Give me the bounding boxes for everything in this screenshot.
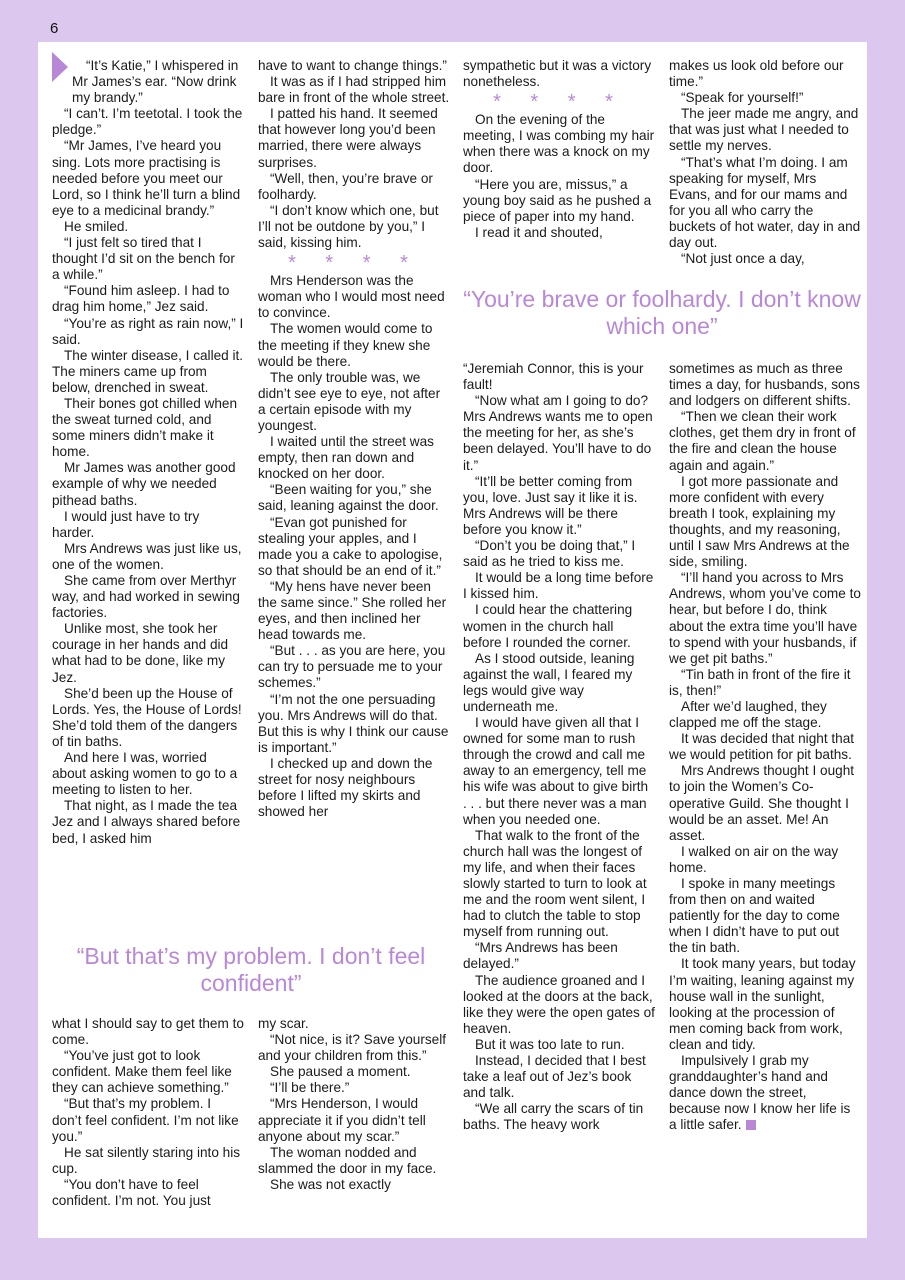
paragraph: He sat silently staring into his cup. (52, 1144, 241, 1176)
paragraph: The woman nodded and slammed the door in my face. (258, 1144, 437, 1176)
paragraph: It took many years, but today I’m waiting, leaning against my house wall in the sunlight, looking at the procession of men coming back from work, clean and tidy. (669, 956, 856, 1052)
paragraph: Impulsively I grab my granddaughter’s hand and dance down the street, because now I know her life is a little safer. (669, 1053, 851, 1133)
column-3-bottom (463, 361, 655, 1134)
paragraph: “I just felt so tired that I thought I’d sit on the bench for a while.” (52, 235, 235, 283)
paragraph: “I’ll be there.” (270, 1080, 350, 1096)
paragraph: makes us look old before our time.” (669, 58, 844, 90)
paragraph: Mrs Henderson was the woman who I would most need to convince. (258, 273, 445, 321)
paragraph: “Don’t you be doing that,” I said as he tried to kiss me. (463, 538, 636, 570)
paragraph: Their bones got chilled when the sweat turned cold, and some miners didn’t make it home. (52, 395, 238, 460)
section-break-asterisks: * * * * (288, 252, 420, 275)
paragraph: She came from over Merthyr way, and had worked in sewing factories. (52, 573, 240, 621)
paragraph: Mrs Andrews thought I ought to join the Women’s Co-operative Guild. She thought I would be an asset. Me! An asset. (669, 763, 855, 843)
paragraph: “It’s Katie,” I whispered in Mr James’s ear. “Now drink my brandy.” (72, 58, 239, 106)
paragraph: “Not nice, is it? Save yourself and your children from this.” (258, 1032, 447, 1064)
paragraph: I got more passionate and more confident with every breath I took, explaining my thoughts, and my reasoning, until I saw Mrs Andrews at the side, smiling. (669, 473, 850, 570)
paragraph: After we’d laughed, they clapped me off the stage. (669, 698, 827, 731)
paragraph: I could hear the chattering women in the church hall before I rounded the corner. (463, 602, 633, 650)
paragraph: “Evan got punished for stealing your apples, and I made you a cake to apologise, so that should be an end of it.” (258, 514, 443, 578)
paragraph: “Been waiting for you,” she said, leaning against the door. (258, 482, 439, 514)
column-4-top (669, 58, 861, 267)
paragraph: She’d been up the House of Lords. Yes, the House of Lords! She’d told them of the dangers of tin baths. (52, 685, 242, 749)
paragraph: I would have given all that I owned for some man to rush through the crowd and call me away to an emergency, tell me his wife was about to give birth . . . but there never was a man when you needed one. (463, 715, 649, 827)
paragraph: That walk to the front of the church hall was the longest of my life, and when their faces slowly started to turn to look at me and the room went silent, I had to clutch the table to stop myself from running out. (463, 827, 647, 940)
pull-quote-right: “You’re brave or foolhardy. I don’t know which one” (463, 286, 861, 339)
paragraph: But it was too late to run. (475, 1036, 625, 1052)
column-1-bottom (52, 1016, 244, 1209)
paragraph: “Mrs Andrews has been delayed.” (463, 940, 618, 972)
paragraph: sympathetic but it was a victory nonetheless. (463, 58, 652, 90)
paragraph: She was not exactly (270, 1176, 391, 1192)
paragraph: what I should say to get them to come. (52, 1016, 244, 1048)
paragraph: “We all carry the scars of tin baths. The heavy work (463, 1101, 644, 1133)
paragraph: “Tin bath in front of the fire it is, then!” (669, 666, 851, 698)
paragraph: I patted his hand. It seemed that however long you’d been married, there were always surprises. (258, 106, 438, 170)
paragraph: It would be a long time before I kissed him. (463, 570, 654, 602)
paragraph: “Mrs Henderson, I would appreciate it if you didn’t tell anyone about my scar.” (258, 1096, 426, 1144)
paragraph: It was as if I had stripped him bare in front of the whole street. (258, 74, 450, 106)
paragraph: I waited until the street was empty, then ran down and knocked on her door. (258, 434, 434, 482)
column-1-top (52, 58, 244, 847)
paragraph: “Then we clean their work clothes, get them dry in front of the fire and clean the house again and again.” (669, 409, 856, 473)
paragraph: The only trouble was, we didn’t see eye to eye, not after a certain episode with my youngest. (258, 369, 441, 433)
paragraph: “Well, then, you’re brave or foolhardy. (258, 170, 433, 202)
column-2-top (258, 58, 450, 820)
paragraph: I would just have to try harder. (52, 508, 200, 540)
paragraph: He smiled. (64, 218, 129, 234)
paragraph: On the evening of the meeting, I was combing my hair when there was a knock on my door. (463, 112, 655, 176)
paragraph: Mr James was another good example of why we needed pithead baths. (52, 460, 236, 508)
paragraph: “That’s what I’m doing. I am speaking for myself, Mrs Evans, and for our mams and for you all who carry the buckets of hot water, day in and day out. (669, 154, 861, 251)
paragraph: “My hens have never been the same since.” She rolled her eyes, and then inclined her head towards me. (258, 578, 447, 643)
paragraph: “You’ve just got to look confident. Make them feel like they can achieve something.” (52, 1048, 232, 1096)
paragraph: That night, as I made the tea Jez and I always shared before bed, I asked him (52, 798, 241, 846)
paragraph: The jeer made me angry, and that was just what I needed to settle my nerves. (669, 106, 859, 154)
paragraph: “Speak for yourself!” (681, 90, 804, 106)
paragraph: I checked up and down the street for nosy neighbours before I lifted my skirts and showed her (258, 755, 433, 820)
paragraph: I walked on air on the way home. (669, 843, 839, 875)
paragraph: “I can’t. I’m teetotal. I took the pledge.” (52, 106, 243, 138)
paragraph: “But that’s my problem. I don’t feel confident. I’m not like you.” (52, 1096, 239, 1144)
page-number: 6 (50, 20, 59, 37)
paragraph: “Not just once a day, (681, 251, 805, 267)
paragraph: “Mr James, I’ve heard you sing. Lots more practising is needed before you meet our Lord, so I think he’ll turn a blind eye to a medicinal brandy.” (52, 138, 241, 218)
paragraph: “Here you are, missus,” a young boy said as he pushed a piece of paper into my hand. (463, 176, 652, 224)
paragraph: Mrs Andrews was just like us, one of the women. (52, 540, 242, 572)
paragraph: “Now what am I going to do? Mrs Andrews wants me to open the meeting for her, as she’s been delayed. You’ll have to do it.” (463, 393, 653, 473)
column-2-bottom (258, 1016, 450, 1193)
paragraph: “I don’t know which one, but I’ll not be outdone by you,” I said, kissing him. (258, 202, 439, 251)
paragraph: The winter disease, I called it. The miners came up from below, drenched in sweat. (52, 347, 244, 395)
paragraph: “You don’t have to feel confident. I’m not. You just (52, 1176, 211, 1209)
column-4-bottom (669, 361, 861, 1134)
paragraph: sometimes as much as three times a day, for husbands, sons and lodgers on different shifts. (669, 361, 860, 409)
paragraph: The audience groaned and I looked at the doors at the back, like they were the open gates of heaven. (463, 972, 655, 1036)
paragraph: I read it and shouted, (475, 224, 603, 240)
paragraph: Unlike most, she took her courage in her hands and did what had to be done, like my Jez. (52, 621, 229, 685)
paragraph: Instead, I decided that I best take a leaf out of Jez’s book and talk. (463, 1053, 646, 1101)
paragraph: “Found him asleep. I had to drag him home,” Jez said. (52, 283, 230, 315)
paragraph: And here I was, worried about asking women to go to a meeting to listen to her. (52, 750, 238, 798)
pull-quote-left: “But that’s my problem. I don’t feel confident” (76, 943, 426, 996)
end-of-story-square-icon (746, 1120, 756, 1130)
paragraph: “But . . . as you are here, you can try to persuade me to your schemes.” (258, 643, 446, 691)
paragraph: “I’m not the one persuading you. Mrs Andrews will do that. But this is why I think our cause is important.” (258, 691, 449, 755)
section-break-asterisks: * * * * (493, 91, 625, 114)
paragraph: “Jeremiah Connor, this is your fault! (463, 361, 644, 393)
paragraph: “It’ll be better coming from you, love. Just say it like it is. Mrs Andrews will be there before you know it.” (463, 473, 638, 537)
paragraph: I spoke in many meetings from then on and waited patiently for the day to come when I didn’t have to put out the tin bath. (669, 876, 840, 956)
paragraph: “You’re as right as rain now,” I said. (52, 315, 244, 347)
paragraph: It was decided that night that we would petition for pit baths. (669, 731, 855, 763)
paragraph: The women would come to the meeting if they knew she would be there. (258, 321, 433, 369)
column-3-top (463, 58, 655, 241)
paragraph: As I stood outside, leaning against the wall, I feared my legs would give way underneath me. (463, 650, 635, 714)
paragraph: “I’ll hand you across to Mrs Andrews, whom you’ve come to hear, but before I do, think about the extra time you’ll have to spend with your husbands, if we get pit baths.” (669, 570, 861, 666)
paragraph: She paused a moment. (270, 1064, 411, 1080)
paragraph: my scar. (258, 1016, 309, 1031)
paragraph: have to want to change things.” (258, 58, 447, 73)
